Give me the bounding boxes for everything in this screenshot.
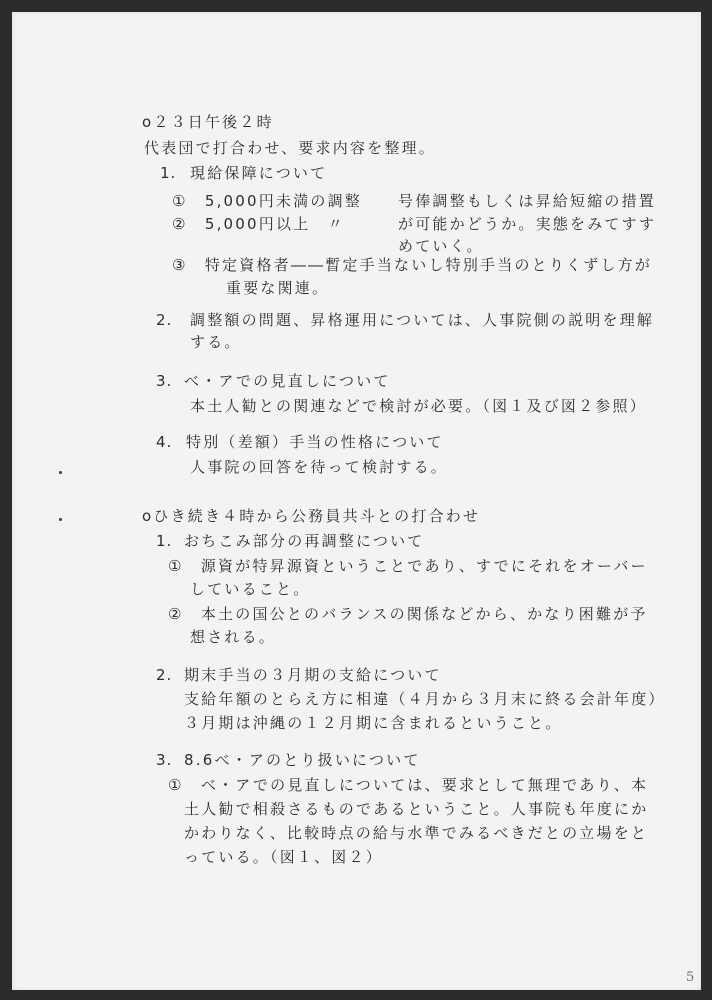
sub-item-line: ① べ・アでの見直しについては、要求として無理であり、本 [168, 776, 649, 794]
paragraph-line: かわりなく、比較時点の給与水準でみるべきだとの立場をと [184, 824, 649, 842]
item-number: 1. [160, 164, 177, 182]
punch-mark [59, 471, 62, 474]
page-number: 5 [686, 970, 695, 985]
paragraph-line: 重要な関連。 [226, 279, 330, 297]
paragraph-line: 代表団で打合わせ、要求内容を整理。 [144, 139, 436, 157]
paragraph-line: ３月期は沖縄の１２月期に含まれるということ。 [184, 714, 563, 732]
paragraph-line: していること。 [190, 580, 311, 598]
sub-item-line: ① 源資が特昇源資ということであり、すでにそれをオーバー [168, 557, 648, 575]
item-number: 1. [156, 532, 173, 550]
section-heading-2: oひき続き４時から公務員共斗との打合わせ [142, 507, 481, 525]
paragraph-line: 想される。 [190, 628, 277, 646]
item-heading: 現給保障について [190, 164, 328, 182]
section-heading-1: o２３日午後２時 [142, 113, 274, 131]
sub-item-line: ③ 特定資格者――暫定手当ないし特別手当のとりくずし方が [172, 256, 653, 274]
item-number: 2. [156, 311, 173, 329]
item-heading: おちこみ部分の再調整について [184, 532, 425, 550]
item-number: 4. [156, 433, 173, 451]
sub-item-line: ② 本土の国公とのバランスの関係などから、かなり困難が予 [168, 605, 648, 623]
paragraph-line: っている。（図１、図２） [184, 848, 383, 866]
paragraph-line: 人事院の回答を待って検討する。 [190, 458, 449, 476]
paragraph-line: 調整額の問題、昇格運用については、人事院側の説明を理解 [190, 311, 655, 329]
item-heading: 特別（差額）手当の性格について [186, 433, 444, 451]
item-number: 3. [156, 372, 173, 390]
paragraph-line: めていく。 [398, 237, 484, 255]
item-number: 3. [156, 751, 173, 769]
item-heading: 期末手当の３月期の支給について [184, 666, 442, 684]
document-page [12, 12, 701, 990]
item-number: 2. [156, 666, 173, 684]
paragraph-line: 土人勧で相殺さるものであるということ。人事院も年度にか [184, 800, 649, 818]
paragraph-line: 支給年額のとらえ方に相違（４月から３月末に終る会計年度） [184, 690, 666, 708]
punch-mark [59, 518, 62, 521]
item-heading: 8.6べ・アのとり扱いについて [184, 751, 421, 769]
paragraph-line: 号俸調整もしくは昇給短縮の措置 [398, 192, 657, 210]
paragraph-line: 本土人勧との関連などで検討が必要。（図１及び図２参照） [190, 397, 647, 415]
sub-item-line: ② 5,000円以上 〃 [172, 215, 345, 233]
sub-item-line: ① 5,000円未満の調整 [172, 192, 362, 210]
paragraph-line: が可能かどうか。実態をみてすす [398, 215, 657, 233]
item-heading: べ・アでの見直しについて [184, 372, 391, 390]
paragraph-line: する。 [190, 333, 242, 351]
